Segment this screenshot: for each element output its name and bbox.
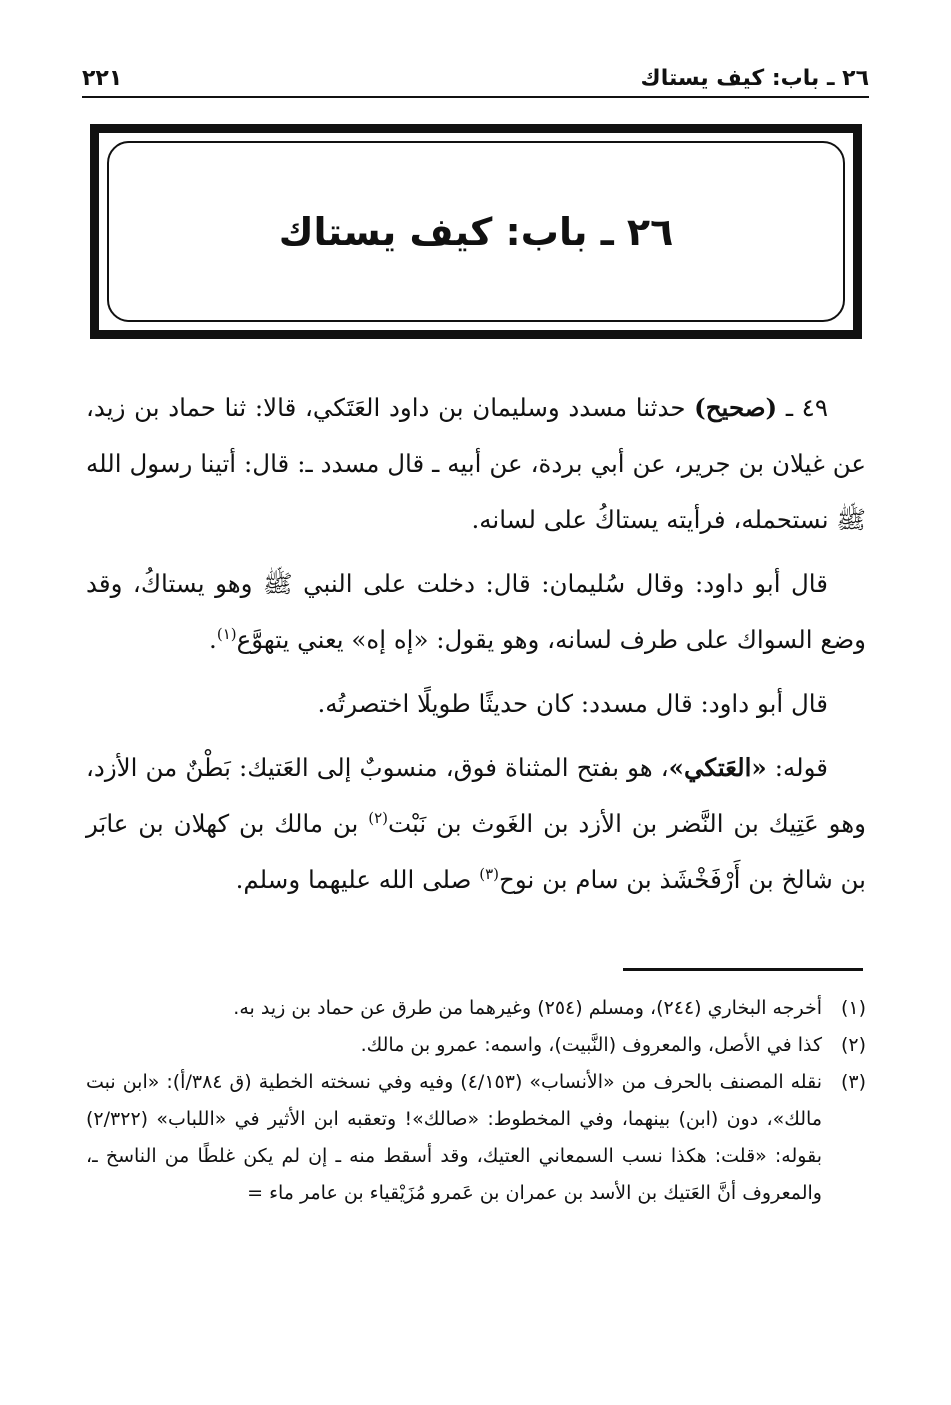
abu-dawud-note-1 [86, 556, 866, 668]
commentary-lead: قوله: [766, 753, 828, 782]
commentary-term: «العَتكي» [668, 753, 767, 782]
footnote-ref-1: (١) [216, 624, 237, 643]
hadith-grade: (صحيح) [694, 393, 778, 422]
hadith-paragraph [86, 380, 866, 548]
footnotes [86, 990, 866, 1212]
page-number: ٢٢١ [82, 66, 123, 91]
footnote-number: (٢) [840, 1034, 866, 1056]
hadith-number: ٤٩ ـ [785, 393, 828, 422]
footnote-2 [86, 1027, 866, 1064]
commentary-part-1: ، هو بفتح المثناة فوق، منسوبٌ إلى العَتيك: بَطْنٌ من الأزد، وهو عَتِيك بن النَّضر بن الأزد بن الغَوث بن نَبْت [86, 753, 866, 838]
footnote-3 [86, 1064, 866, 1212]
hadith-text: حدثنا مسدد وسليمان بن داود العَتَكي، قالا: ثنا حماد بن زيد، عن غيلان بن جرير، عن أبي بردة، عن أبيه ـ قال مسدد ـ: قال: أتينا رسول الله ﷺ نستحمله، فرأيته يستاكُ على لسانه. [86, 393, 866, 534]
main-text [86, 380, 866, 908]
abu-dawud-note-2 [86, 676, 866, 732]
commentary-part-2: بن مالك بن كهلان بن عابَر بن شالخ بن أَرْفَخْشَذ بن سام بن نوح [86, 809, 866, 894]
footnote-text: نقله المصنف بالحرف من «الأنساب» (٤/١٥٣) وفيه وفي نسخته الخطية (ق ٣٨٤/أ): «ابن نبت مالك»، دون (ابن) بينهما، وفي المخطوط: «صالك»! وتعقبه ابن الأثير في «اللباب» (٢/٣٢٢) بقوله: «قلت: هكذا نسب السمعاني العتيك، وقد أسقط منه ـ إن لم يكن غلطًا من الناسخ ـ، والمعروف أنَّ العَتيك بن الأسد بن عمران بن عَمرو مُزَيْقياء بن عامر ماء = [86, 1071, 822, 1204]
footnote-number: (٣) [840, 1071, 866, 1093]
chapter-title-frame [90, 124, 862, 339]
running-header [82, 58, 869, 98]
footnote-separator [623, 968, 863, 971]
commentary-part-3: صلى الله عليهما وسلم. [235, 865, 480, 894]
footnote-ref-3: (٣) [479, 864, 499, 883]
chapter-title: ٢٦ ـ باب: كيف يستاك [278, 209, 674, 254]
note-1-text: قال أبو داود: وقال سُليمان: قال: دخلت على النبي ﷺ وهو يستاكُ، وقد وضع السواك على طرف لسانه، وهو يقول: «إه إه» يعني يتهوَّع [86, 569, 866, 654]
running-title: ٢٦ ـ باب: كيف يستاك [640, 66, 869, 91]
footnote-number: (١) [840, 997, 866, 1019]
note-2-text: قال أبو داود: قال مسدد: كان حديثًا طويلًا اختصرتُه. [317, 689, 828, 718]
commentary-paragraph [86, 740, 866, 908]
footnote-text: أخرجه البخاري (٢٤٤)، ومسلم (٢٥٤) وغيرهما من طرق عن حماد بن زيد به. [233, 997, 822, 1019]
chapter-title-inner-border [107, 141, 845, 322]
footnote-1 [86, 990, 866, 1027]
footnote-ref-2: (٢) [368, 808, 388, 827]
footnote-text: كذا في الأصل، والمعروف (النَّبيت)، واسمه: عمرو بن مالك. [360, 1034, 822, 1056]
note-1-end: . [209, 625, 217, 654]
